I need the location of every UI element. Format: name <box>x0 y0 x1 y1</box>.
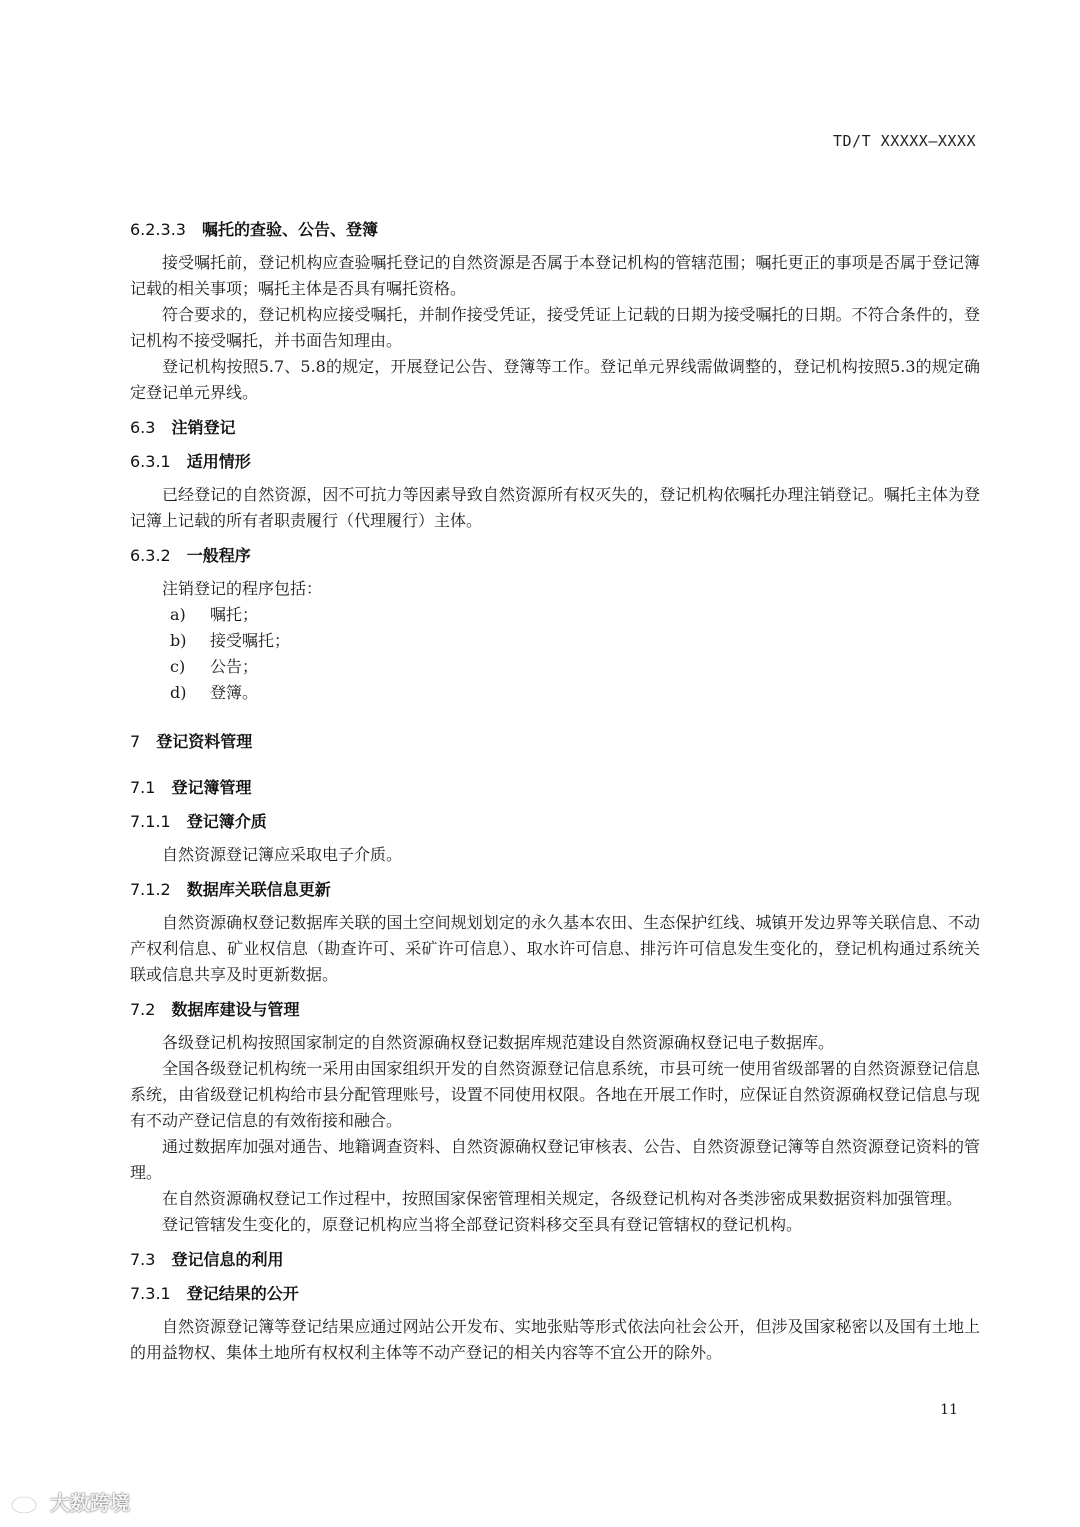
heading-title: 登记簿管理 <box>171 778 252 797</box>
heading-title: 一般程序 <box>186 546 251 565</box>
watermark <box>10 1487 130 1516</box>
heading-6-3-1 <box>130 450 980 474</box>
heading-7-1 <box>130 776 980 800</box>
heading-number: 6.3.1 <box>130 452 171 471</box>
heading-7-1-2 <box>130 878 980 902</box>
heading-title: 登记结果的公开 <box>186 1284 299 1303</box>
heading-number: 7.1.1 <box>130 812 171 831</box>
heading-7-1-1 <box>130 810 980 834</box>
paragraph: 自然资源登记簿等登记结果应通过网站公开发布、实地张贴等形式依法向社会公开，但涉及国家秘密以及国有土地上的用益物权、集体土地所有权权利主体等不动产登记的相关内容等不宜公开的除外。 <box>130 1317 980 1362</box>
heading-6-3 <box>130 416 980 440</box>
heading-6-3-2 <box>130 544 980 568</box>
paragraph: 登记管辖发生变化的，原登记机构应当将全部登记资料移交至具有登记管辖权的登记机构。 <box>162 1215 803 1234</box>
paragraph: 符合要求的，登记机构应接受嘱托，并制作接受凭证，接受凭证上记载的日期为接受嘱托的日期。不符合条件的，登记机构不接受嘱托，并书面告知理由。 <box>130 305 980 350</box>
list-item <box>130 602 980 628</box>
heading-title: 登记资料管理 <box>156 732 253 751</box>
heading-number: 7.1.2 <box>130 880 171 899</box>
list-item <box>130 654 980 680</box>
page-number: 11 <box>940 1402 958 1418</box>
heading-7 <box>130 730 980 754</box>
heading-title: 适用情形 <box>186 452 251 471</box>
heading-number: 7.3.1 <box>130 1284 171 1303</box>
list-item-text: 嘱托； <box>210 605 259 624</box>
heading-title: 注销登记 <box>171 418 236 437</box>
heading-title: 数据库关联信息更新 <box>186 880 331 899</box>
heading-number: 6.2.3.3 <box>130 220 186 239</box>
paragraph: 全国各级登记机构统一采用由国家组织开发的自然资源登记信息系统，市县可统一使用省级部署的自然资源登记信息系统，由省级登记机构给市县分配管理账号，设置不同使用权限。各地在开展工作时，应保证自然资源确权登记信息与现有不动产登记信息的有效衔接和融合。 <box>130 1059 980 1130</box>
heading-number: 6.3.2 <box>130 546 171 565</box>
heading-title: 登记簿介质 <box>186 812 267 831</box>
list-item <box>130 680 980 706</box>
paragraph: 通过数据库加强对通告、地籍调查资料、自然资源确权登记审核表、公告、自然资源登记簿等自然资源登记资料的管理。 <box>130 1137 980 1182</box>
document-code: TD/T XXXXX—XXXX <box>833 132 976 150</box>
paragraph: 登记机构按照5.7、5.8的规定，开展登记公告、登簿等工作。登记单元界线需做调整的，登记机构按照5.3的规定确定登记单元界线。 <box>130 357 980 402</box>
paragraph: 各级登记机构按照国家制定的自然资源确权登记数据库规范建设自然资源确权登记电子数据库。 <box>162 1033 835 1052</box>
heading-number: 6.3 <box>130 418 156 437</box>
list-marker: c) <box>170 657 186 676</box>
heading-7-3-1 <box>130 1282 980 1306</box>
heading-title: 登记信息的利用 <box>171 1250 284 1269</box>
heading-number: 7.3 <box>130 1250 156 1269</box>
heading-number: 7.1 <box>130 778 156 797</box>
list-item-text: 接受嘱托； <box>210 631 291 650</box>
document-body <box>130 218 980 1366</box>
list-marker: d) <box>170 683 187 702</box>
paragraph: 自然资源确权登记数据库关联的国土空间规划划定的永久基本农田、生态保护红线、城镇开发边界等关联信息、不动产权利信息、矿业权信息（勘查许可、采矿许可信息）、取水许可信息、排污许可信息发生变化的，登记机构通过系统关联或信息共享及时更新数据。 <box>130 913 980 984</box>
list-item <box>130 628 980 654</box>
paragraph: 已经登记的自然资源，因不可抗力等因素导致自然资源所有权灭失的，登记机构依嘱托办理注销登记。嘱托主体为登记簿上记载的所有者职责履行（代理履行）主体。 <box>130 485 980 530</box>
paragraph: 接受嘱托前，登记机构应查验嘱托登记的自然资源是否属于本登记机构的管辖范围；嘱托更正的事项是否属于登记簿记载的相关事项；嘱托主体是否具有嘱托资格。 <box>130 253 980 298</box>
heading-6-2-3-3 <box>130 218 980 242</box>
list-item-text: 登簿。 <box>210 683 259 702</box>
list-item-text: 公告； <box>210 657 259 676</box>
watermark-text: 大数跨境 <box>50 1491 130 1515</box>
heading-title: 嘱托的查验、公告、登簿 <box>201 220 378 239</box>
heading-number: 7 <box>130 732 141 751</box>
paragraph: 注销登记的程序包括： <box>162 579 323 598</box>
list-marker: a) <box>170 605 186 624</box>
heading-7-2 <box>130 998 980 1022</box>
heading-title: 数据库建设与管理 <box>171 1000 300 1019</box>
paragraph: 自然资源登记簿应采取电子介质。 <box>162 845 403 864</box>
heading-7-3 <box>130 1248 980 1272</box>
paragraph: 在自然资源确权登记工作过程中，按照国家保密管理相关规定，各级登记机构对各类涉密成果数据资料加强管理。 <box>162 1189 963 1208</box>
heading-number: 7.2 <box>130 1000 156 1019</box>
weibo-logo-icon <box>10 1489 44 1515</box>
list-marker: b) <box>170 631 187 650</box>
